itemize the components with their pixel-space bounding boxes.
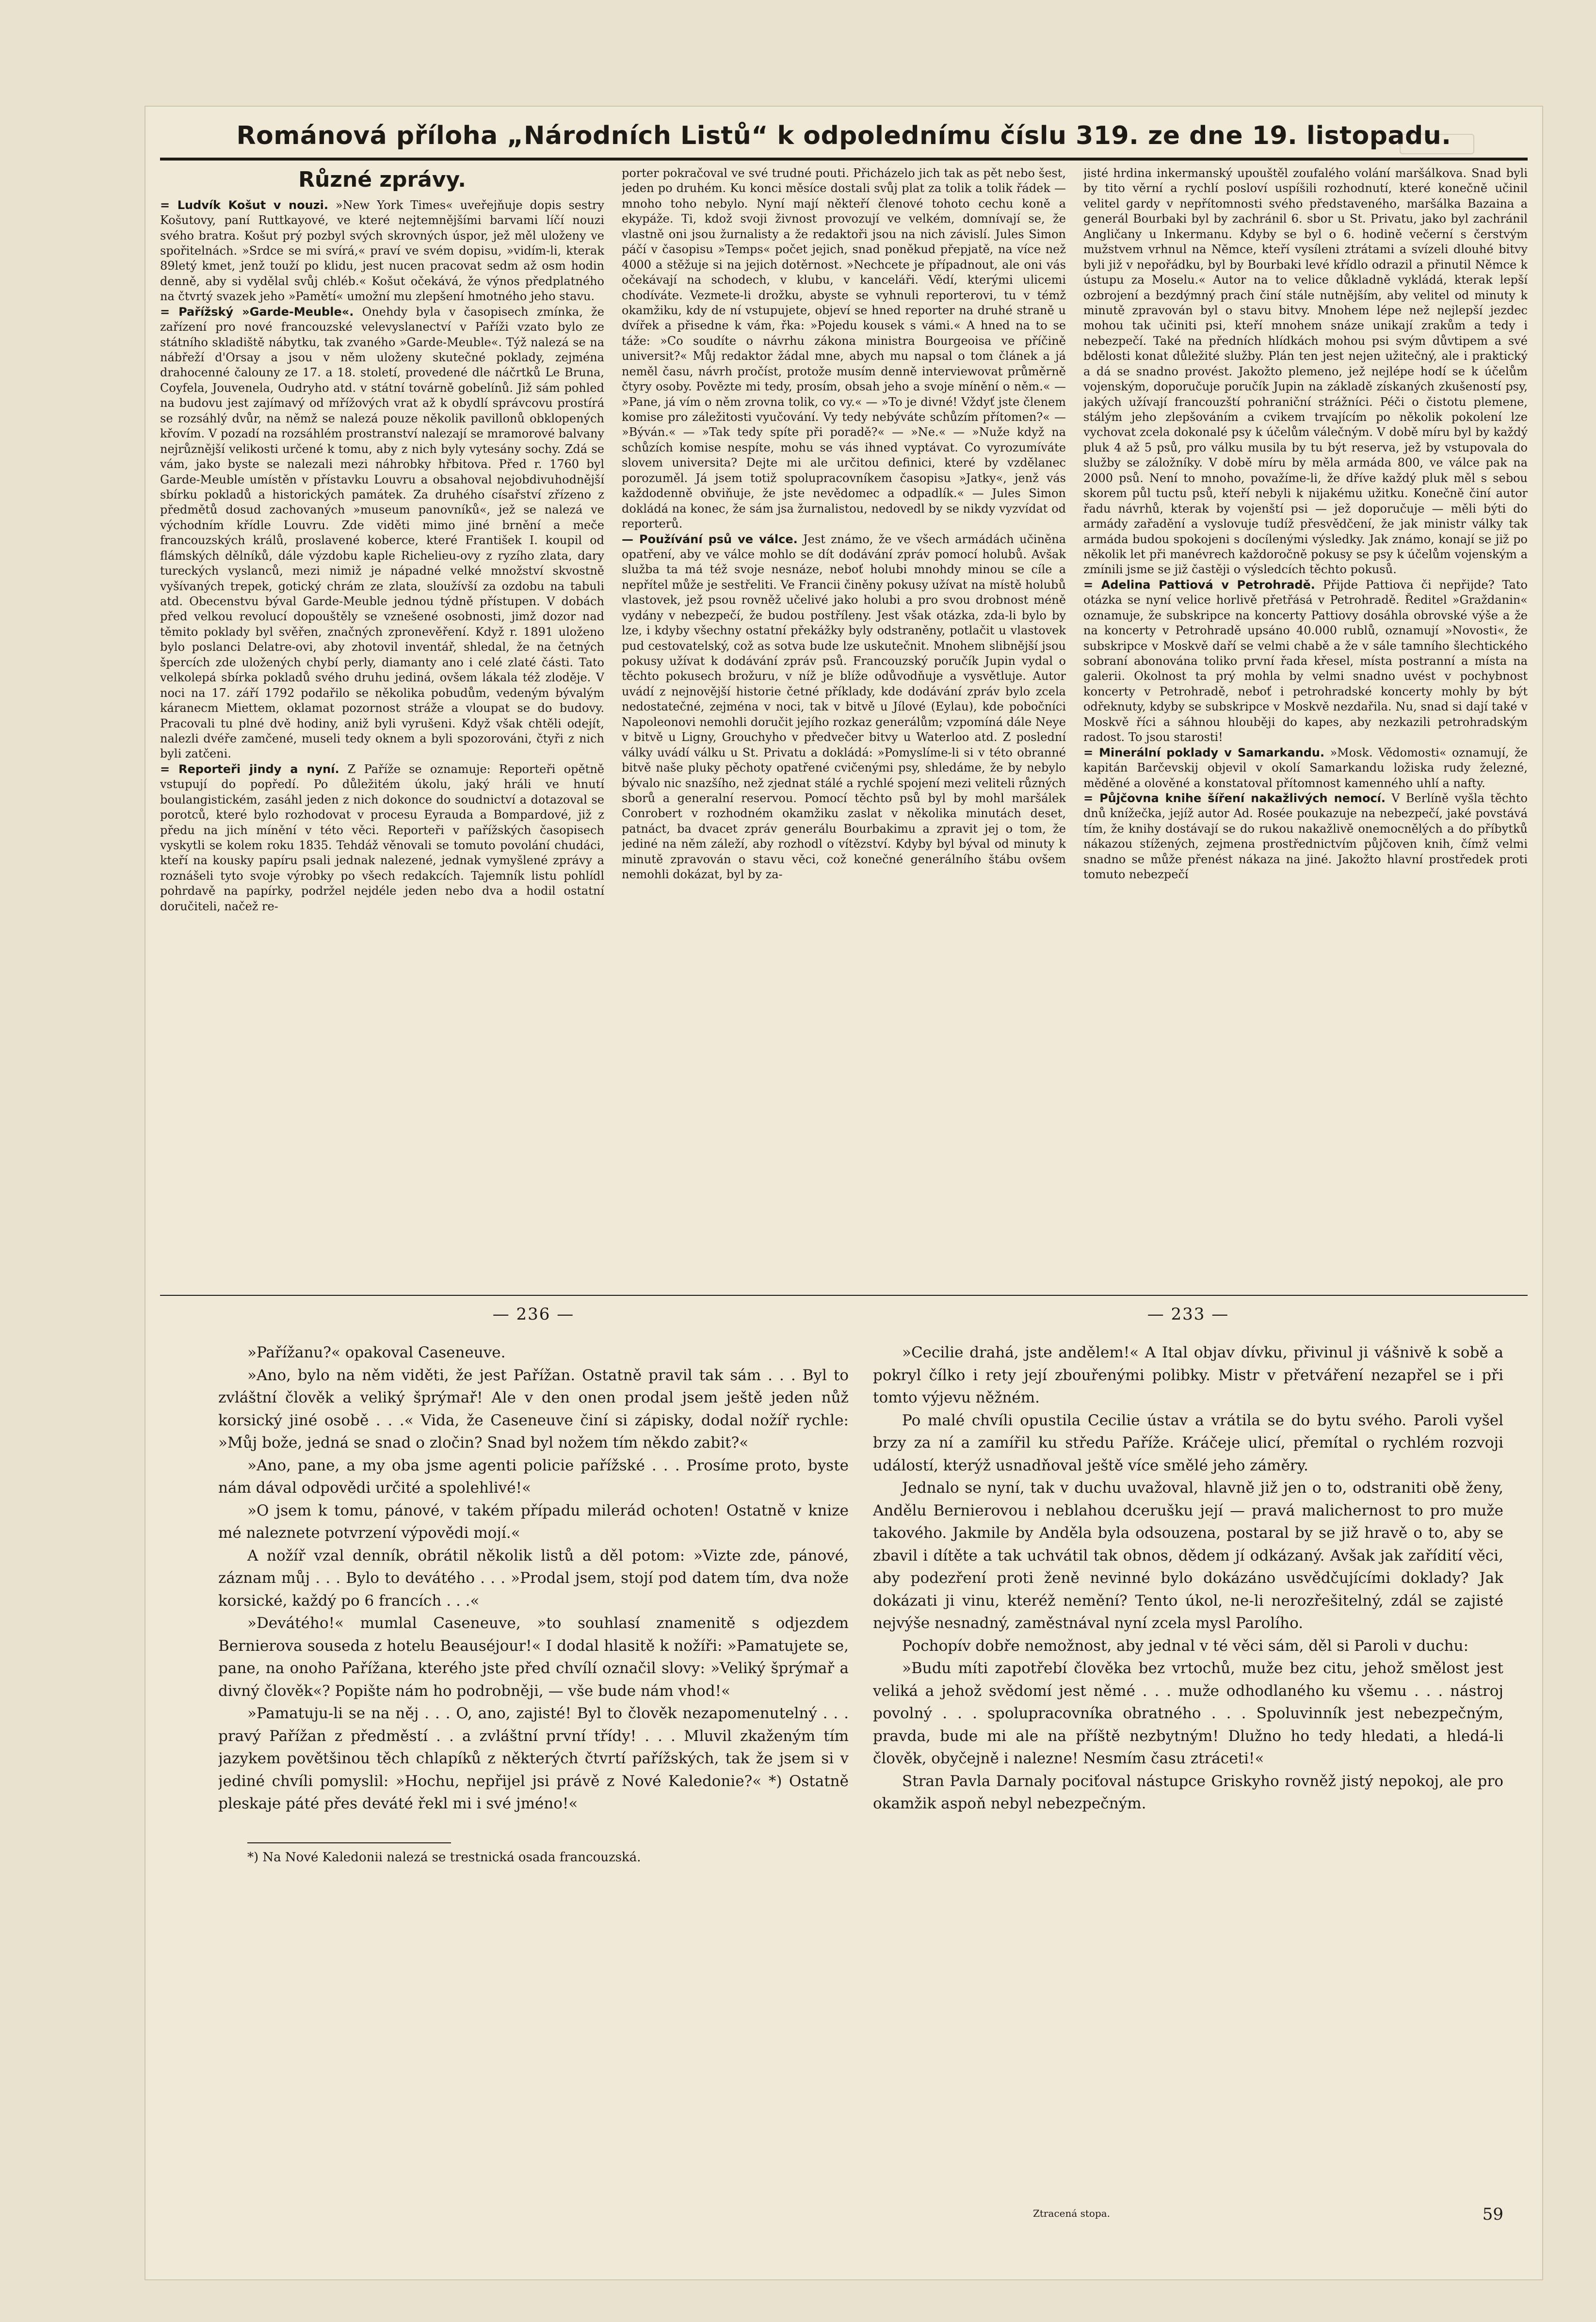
novel-paragraph: Jednalo se nyní, tak v duchu uvažoval, hlavně již jen o to, odstraniti obě ženy, Andělu Bernierovou i neblahou dcerušku její — pravá malichernost to pro muže takového. Jakmile by Anděla byla odsouzena, postaral by se již hravě o to, aby se zbavil i dítěte a tak uchvátil tak obnos, dědem jí odkázaný. Avšak jak zařídití věci, aby podezření proti ženě nevinné bylo dokázáno usvědčujícími doklady? Jak dokázati ji vinu, kteréž nemění? Tento úkol, ne-li nerozřešitelný, zdál se zajisté nejvýše nesnadný, zaměstnával nyní zcela mysl Parolího.: [873, 1479, 1503, 1632]
article-text: porter pokračoval ve své trudné pouti. Přicházelo jich tak as pět nebo šest, jeden po druhém. Ku konci měsíce dostali svůj plat za tolik a tolik řádek — mnoho toho nebylo. Nyní mají někteří členové tohoto cechu koně a ekypáže. Ti, kdož svoji živnost provozují ve velkém, domnívají se, že vlastně oni jsou žurnalisty a že redaktoři jsou na nich závislí. Jules Simon páčí v časopisu »Temps« počet jejich, snad poněkud přepjatě, na více než 4000 a stěžuje si na jejich dotěrnost. »Nechcete je případnout, ale oni vás očekávají na schodech, v klubu, v kanceláři. Vědí, kterými ulicemi chodíváte. Vezmete-li drožku, abyste se vyhnuli reporterovi, tu v témž okamžiku, kdy de ní vstupujete, objeví se hned reporter na druhé straně u dvířek a přisedne k vám, řka: »Pojedu kousek s vámi.« A hned na to se táže: »Co soudíte o návrhu zákona ministra Bourgeoisa ve příčině universit?« Můj redaktor žádal mne, abych mu napsal o tom článek a já neměl času, návrh pročíst, protože musím denně interviewovat průměrně čtyry osoby. Povězte mi tedy, prosím, obsah jeho a svoje mínění o něm.« — »Pane, já vím o něm zrovna tolik, co vy.« — »To je divné! Vždyť jste členem komise pro záležitosti vyučování. Vy tedy nebýváte schůzím přítomen?« — »Býván.« — »Tak tedy spíte při poradě?« — »Ne.« — »Nuže když na schůzích komise nespíte, mohu se vás ihned vyptávat. Co vyrozumíváte slovem universita? Dejte mi ale určitou definici, které by vzdělanec porozuměl. Já jsem totiž spolupracovníkem časopisu »Jatky«, jenž vás každodenně obviňuje, že jste nevědomec a odpadlík.« — Jules Simon dokládá na konec, že sám jsa žurnalistou, nedovedl by se nikdy vyzvídat od reporterů.: [622, 166, 1066, 531]
article-head: = Pařížský »Garde-Meuble«.: [160, 305, 354, 319]
article-head: = Adelina Pattiová v Petrohradě.: [1083, 578, 1315, 592]
header-rule: [160, 158, 1528, 161]
article: [1083, 791, 1528, 883]
article-head: = Ludvík Košut v nouzi.: [160, 198, 328, 212]
novel-paragraph: Pochopív dobře nemožnost, aby jednal v té věci sám, děl si Paroli v duchu:: [902, 1637, 1469, 1655]
novel-paragraph: »Devátého!« mumlal Caseneuve, »to souhlasí znamenitě s odjezdem Bernierova souseda z hotelu Beauséjour!« I dodal hlasitě k nožíři: »Pamatujete se, pane, na onoho Pařížana, kterého jste před chvílí označil slovy: »Veliký šprýmař a divný člověk«? Popište nám ho podrobněji, — vše bude nám vhod!«: [218, 1614, 849, 1700]
article-head: = Minerální poklady v Samarkandu.: [1083, 745, 1325, 759]
article: [1083, 578, 1528, 745]
section-title: Různé zprávy.: [298, 167, 466, 192]
article-text: Z Paříže se oznamuje: Reporteři opětně vstupují do popředí. Po důležitém úkolu, jaký hráli ve hnutí boulangistickém, zasáhl jeden z nich dokonce do soudnictví a dotazoval se porotců, které bylo rozhodovat v procesu Eyrauda a Bompardové, již z předu na jich mínění v této věci. Reporteři v pařížských časopisech vyskytli se kolem roku 1835. Tehdáž věnovali se tomuto povolání chudáci, kteří na kousky papíru psali jednak nalezené, jednak vymyšlené zprávy a roznášeli tyto svoje výrobky po všech redakcích. Tajemník listu pohlídl pohrdavě na papírky, podržel nejdéle jeden nebo dva a hodil ostatní doručiteli, načež re-: [160, 762, 604, 913]
novel-paragraph: »Cecilie drahá, jste andělem!« A Ital objav dívku, přivinul ji vášnivě k sobě a pokryl čílko i rety její zbouřenými polibky. Mistr v přetváření nezapřel se i při tomto výjevu něžném.: [873, 1344, 1503, 1406]
footnote-rule: [247, 1842, 451, 1843]
article-text: Jest známo, že ve všech armádách učiněna opatření, aby ve válce mohlo se dít dodávání zpráv pomocí holubů. Avšak služba ta má též svoje nesnáze, neboť holubi mnohdy minou se cíle a nepřítel může je sestřeliti. Ve Francii činěny pokusy užívat na místě holubů vlastovek, jež psou rovněž učelivé jako holubi a pro svou drobnost méně vydány v nebezpečí, že budou postříleny. Jest však otázka, zda-li bylo by lze, i kdyby všechny ostatní překážky byly odstraněny, potlačit u vlastovek pud cestovatelský, což as sotva bude lze uskutečnit. Mnohem slibnější jsou pokusy užívat k dodávání zpráv psů. Francouzský poručík Jupin vydal o těchto pokusech brožuru, v níž je blíže odůvodňuje a vysvětluje. Autor uvádí z nejnovější historie četné příklady, kde dodávání zpráv bylo zcela nedostatečné, zejména v noci, tak v bitvě u Jílové (Eylau), kde pobočníci Napoleonovi nemohli doručit jejího rozkaz generálům; vzpomíná dále Neye v bitvě u Ligny, Grouchyho v předvečer bitvy u Waterloo atd. Z poslední války uvádí válku u St. Privatu a dokládá: »Pomyslíme-li si v této obranné bitvě naše pluky pěchoty opatřené cvičenými psy, shledáme, že by nebylo bývalo nic snazšího, než zjednat stálé a rychlé spojení mezi veliteli různých sborů a generalní reservou. Pomocí těchto psů byl by mohl maršálek Conrobert v rozhodném okamžiku zaslat v několika minutách deset, patnáct, ba dvacet zpráv generálu Bourbakimu a zpravit jej o tom, že jediné na něm záleží, aby rozhodl o vítězství. Kdyby byl býval od minuty k minutě zpravován o stavu věci, což konečné generálního štábu ovšem nemohli dokázat, byl by za-: [622, 532, 1066, 882]
section-divider: [160, 1295, 1528, 1296]
article-text: V Berlíně vyšla těchto dnů knížečka, jejíž autor Ad. Rosée poukazuje na nebezpečí, jaké povstává tím, že knihy dostávají se do rukou nakažlivě onemocnělých a do příbytků nákazou stížených, zejmena prostřednictvím půjčoven knih, čímž velmi snadno se může přenést nákaza na jiné. Jakožto hlavní prostředek proti tomuto nebezpečí: [1083, 791, 1528, 882]
novel-paragraph: »Ano, bylo na něm viděti, že jest Pařížan. Ostatně pravil tak sám . . . Byl to zvláštní člověk a veliký šprýmař! Ale v den onen prodal jsem ještě jeden nůž korsický jiné osobě . . .« Vida, že Caseneuve činí si zápisky, dodal nožíř rychle: »Můj bože, jedná se snad o zločin? Snad byl nožem tím někdo zabit?«: [218, 1366, 849, 1451]
page-header: Románová příloha „Národních Listů“ k odpolednímu číslu 319. ze dne 19. listopadu.: [236, 121, 1451, 150]
novel-paragraph: »Pařížanu?« opakoval Caseneuve.: [247, 1344, 506, 1361]
article-text: Přijde Pattiova či nepřijde? Tato otázka se nyní velice horlivě přetřásá v Petrohradě. Ředitel »Graždanin« oznamuje, že subskripce na koncerty Pattiovy dosáhla obrovské výše a že na koncerty v Petrohradě upsáno 40.000 rublů, oznamují »Novosti«, že subskripce v Moskvě daří se velmi chabě a že v sále tamního šlechtického sobraní abonována toliko první řada křesel, místa postranní a místa na galerii. Okolnost ta prý mohla by velmi snadno uvést v pochybnost koncerty v Petrohradě, neboť i petrohradské koncerty mohly by být odřeknuty, kdyby se subskripce v Moskvě nezdařila. Nu, snad si dají také v Moskvě říci a sáhnou hlouběji do kapes, aby nezkazili petrohradským radost. To jsou starosti!: [1083, 578, 1528, 744]
article: [160, 762, 604, 914]
novel-page-number: — 233 —: [1147, 1305, 1229, 1324]
novel-page-left: [218, 1305, 849, 2270]
novel-paragraph: »Pamatuju-li se na něj . . . O, ano, zajisté! Byl to člověk nezapomenutelný . . . pravý Pařížan z předměstí . . a zvláštní první třídy! . . . Mluvil zkaženým tím jazykem povětšinou těch chlapíků z některých čtvrtí pařížských, tak že jsem si v jediné chvíli pomyslil: »Hochu, nepřijel jsi právě z Nové Kaledonie?« *) Ostatně pleskaje páté přes deváté řekl mi i své jméno!«: [218, 1705, 849, 1812]
novel-page-right: [873, 1305, 1503, 2270]
article: [160, 198, 604, 305]
news-column-3: [1083, 166, 1528, 1286]
article: [1083, 745, 1528, 791]
article: [160, 305, 604, 762]
news-column-1: [160, 166, 604, 1286]
novel-page-number: — 236 —: [492, 1305, 575, 1324]
article-text: jisté hrdina inkermanský upouštěl zoufalého volání maršálkova. Snad byli by tito věrní a rychlí posloví uspíšili rozhodnutí, které konečně učinil velitel gardy v nepřítomnosti svého představeného, maršálka Bazaina a generál Bourbaki byl by zachránil 6. sbor u St. Privatu, jako byl zachránil Angličany u Inkermanu. Kdyby se byl o 6. hodině večerní s čerstvým mužstvem vrhnul na Němce, kteří vysíleni ztrátami a svízeli dlouhé bitvy byli již v nepořádku, byl by Bourbaki levé křídlo odrazil a přinutil Němce k ústupu za Moselu.« Autor na to velice důkladně vykládá, kterak lepší ozbrojení a bezdýmný prach činí stále nutnějším, aby velitel od minuty k minutě zpravován byl o stavu bitvy. Mnohem lépe než nejlepší jezdec mohou tak učiniti psi, kteří mnohem snáze unikají zrakům a tedy i nebezpečí. Také na předních hlídkách mohou psi svým důvtipem a své bdělosti konat důležité služby. Plán ten jest nejen užitečný, ale i praktický a dá se snadno provést. Jakožto plemeno, jež nejlépe hodí se k účelům vojenským, doporučuje poručík Jupin na základě získaných zkušeností psy, jakých užívají francouzští pohraniční strážníci. Péči o čistotu plemene, stálým jeho zlepšováním a cvikem trvajícím po několik pokolení lze vychovat zcela dokonalé psy k účelům válečným. V době míru byl by každý pluk 4 až 5 psů, pro válku musila by tu být reserva, jež by vstupovala do služby se záložníky. V době míru by měla armáda 800, ve válce pak na 2000 psů. Není to mnoho, považíme-li, že dříve každý pluk měl s sebou skorem půl tuctu psů, kteří nebyli k nijakému užitku. Konečně činí autor řadu návrhů, kterak by vojenští psi — jež doporučuje — měli býti do armády zařadění a vyslovuje tudíž přesvědčení, že jak ministr války tak armáda budou spokojeni s docílenými výsledky. Jak známo, konají se již po několik let při manévrech každoročně pokusy se psy k účelům vojenským a zmínili jsme se již častěji o výsledcích těchto pokusů.: [1083, 166, 1528, 577]
novel-section: [160, 1305, 1528, 2270]
footnote: *) Na Nové Kaledonii nalezá se trestnická osada francouzská.: [247, 1850, 641, 1865]
novel-paragraph: Stran Pavla Darnaly pociťoval nástupce Griskyho rovněž jistý nepokoj, ale pro okamžik aspoň nebyl nebezpečným.: [873, 1772, 1503, 1812]
article: [622, 532, 1066, 883]
article: [622, 166, 1066, 532]
novel-title-footer: Ztracená stopa.: [1033, 2208, 1111, 2219]
novel-paragraph: »Budu míti zapotřebí člověka bez vrtochů, muže bez citu, jehož smělost jest veliká a jehož svědomí jest němé . . . muže odhodlaného ku všemu . . . nástroj povolný . . . spolupracovníka obratného . . . Spoluvinník jest nebezpečným, pravda, bude mi ale na příště nezbytným! Dlužno ho tedy hledati, a hledá-li člověk, obyčejně i nalezne! Nesmím času ztráceti!«: [873, 1660, 1503, 1767]
news-column-2: [622, 166, 1066, 1286]
article-head: — Používání psů ve válce.: [622, 532, 798, 546]
novel-paragraph: »O jsem k tomu, pánové, v takém případu milerád ochoten! Ostatně v knize mé naleznete potvrzení výpovědi mojí.«: [218, 1501, 849, 1542]
article-text: »Mosk. Vědomosti« oznamují, že kapitán Barčevskij objevil v okolí Samarkandu ložiska rudy železné, měděné a olověné a konstatoval přítomnost kamenného uhlí a nafty.: [1083, 745, 1528, 790]
article-head: = Půjčovna knihe šíření nakažlivých nemocí.: [1083, 791, 1386, 805]
newspaper-sheet: [145, 107, 1542, 2279]
sheet-page-number: 59: [1482, 2205, 1503, 2224]
article-text: »New York Times« uveřejňuje dopis sestry Košutovy, paní Ruttkayové, ve které nejtemnějšími barvami líčí nouzi svého bratra. Košut prý pozbyl svých skrovných úspor, jež měl uloženy ve spořitelnách. »Srdce se mi svírá,« praví ve svém dopisu, »vidím-li, kterak 89letý kmet, jenž touží po klidu, jest nucen pracovat sedm až osm hodin denně, aby si vydělal svůj chléb.« Košut očekává, že výnos předplatného na čtvrtý svazek jeho »Pamětí« umožní mu zlepšení hmotného jeho stavu.: [160, 198, 604, 304]
novel-paragraph: A nožíř vzal denník, obrátil několik listů a děl potom: »Vizte zde, pánové, záznam můj . . . Bylo to devátého . . . »Prodal jsem, stojí pod datem tím, dva nože korsické, každý po 6 francích . . .«: [218, 1547, 849, 1610]
article-text: Onehdy byla v časopisech zmínka, že zařízení pro nové francouzské velevyslanectví v Paříži vzato bylo ze státního skladiště nábytku, tak zvaného »Garde-Meuble«. Týž nalezá se na nábřeží d'Orsay a jsou v něm uloženy skutečné poklady, zejména drahocenné čalouny ze 17. a 18. století, provedené dle náčrtků Le Bruna, Coyfela, Jouvenela, Oudryho atd. v státní továrně gobelínů. Již sám pohled na budovu jest zajímavý od mřížových vrat až k obydlí správcovu prostírá se rozsáhlý dvůr, na němž se nalezá pouze několik pavillonů obklopených křovím. V pozadí na rozsáhlém prostranství nalezají se mramorové balvany nejrůznější velikosti určené k tomu, aby z nich byly vytesány sochy. Zdá se vám, jako byste se nalezali mezi náhrobky hřbitova. Před r. 1760 byl Garde-Meuble umístěn v přístavku Louvru a obsahoval nejobdivuhodnější sbírku pokladů a historických památek. Za druhého císařství zřízeno z předmětů dosud zachovaných »museum panovníků«, jež se nalezá ve východním křídle Louvru. Zde viděti mimo jiné brnění a meče francouzských králů, proslavené koberce, které František I. koupil od flámských dělníků, dále výzdobu kaple Richelieu-ovy z ryzího zlata, dary tureckých vyslanců, mezi nimiž je nápadné velké množství skvostně vyšívaných trepek, gotický chrám ze zlata, sloužívší za ozdobu na tabuli atd. Obecenstvu býval Garde-Meuble jednou týdně přístupen. V dobách před velkou revolucí dopouštěly se vznešené osobnosti, jimž dozor nad těmito poklady byl svěřen, značných zpronevěření. Když r. 1891 uloženo bylo poslanci Delatre-ovi, aby zhotovil inventář, shledal, že na četných špercích zde uložených chybí perly, diamanty ano i celé zlaté části. Tato velkolepá sbírka pokladů svého druhu jediná, ovšem lákala též zloděje. V noci na 17. září 1792 podařilo se několika pobudům, vedeným bývalým káranecm Miettem, oklamat pozornost stráže a vloupat se do budovy. Pracovali tu plné dvě hodiny, aniž byli vyrušeni. Když však chtěli odejít, nalezli dvéře zamčené, museli tedy oknem a byli spozorováni, čtyři z nich byli zatčeni.: [160, 305, 604, 761]
article: [1083, 166, 1528, 578]
news-section: [160, 166, 1528, 1286]
novel-paragraph: Po malé chvíli opustila Cecilie ústav a vrátila se do bytu svého. Paroli vyšel brzy za ní a zamířil ku středu Paříže. Kráčeje ulicí, přemítal o rychlém rozvoji událostí, kterýž usnadňoval ještě více smělé jeho záměry.: [873, 1411, 1503, 1474]
article-head: = Reporteři jindy a nyní.: [160, 762, 339, 776]
novel-paragraph: »Ano, pane, a my oba jsme agenti policie pařížské . . . Prosíme proto, byste nám dával odpovědi určité a spolehlivé!«: [218, 1456, 849, 1497]
